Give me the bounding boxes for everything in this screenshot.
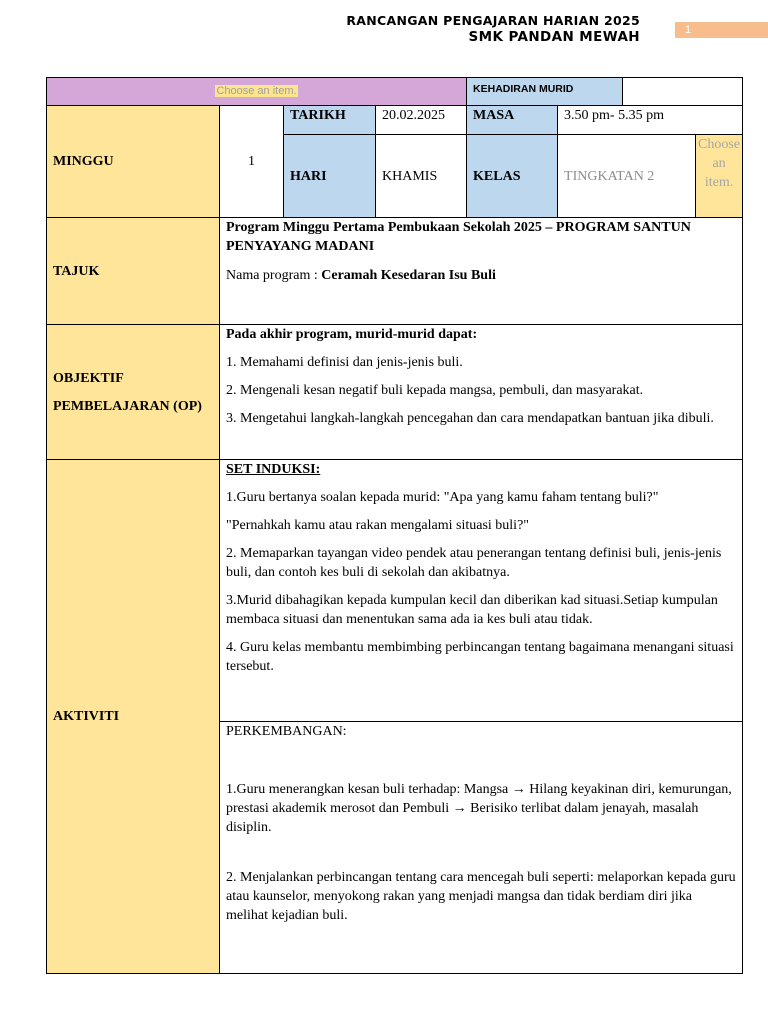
choose-item-dropdown-kelas[interactable]: Choose an item.	[696, 135, 743, 218]
set-induksi-heading: SET INDUKSI:	[226, 462, 321, 477]
top-row	[47, 78, 743, 106]
program-line	[226, 266, 736, 285]
aktiviti-label: AKTIVITI	[47, 460, 220, 974]
tajuk-row	[47, 218, 743, 325]
objektif-row	[47, 325, 743, 460]
set-induksi-item: 1.Guru bertanya soalan kepada murid: "Apa yang kamu faham tentang buli?"	[226, 490, 659, 505]
perkembangan-item: 1.Guru menerangkan kesan buli terhadap: Mangsa → Hilang keyakinan diri, kemurungan, prestasi akademik merosot dan Pembuli → Berisiko terlibat dalam jenayah, masalah disiplin.	[226, 782, 732, 835]
objektif-label-line2: PEMBELAJARAN (OP)	[53, 398, 202, 414]
kehadiran-murid-value[interactable]	[623, 78, 743, 106]
school-name: SMK PANDAN MEWAH	[468, 29, 640, 45]
set-induksi-item: 3.Murid dibahagikan kepada kumpulan kecil dan diberikan kad situasi.Setiap kumpulan membaca situasi dan menentukan sama ada ia kes buli atau tidak.	[226, 593, 718, 627]
kehadiran-murid-label: KEHADIRAN MURID	[467, 78, 623, 106]
program-prefix: Nama program :	[226, 268, 322, 283]
masa-value[interactable]: 3.50 pm- 5.35 pm	[558, 106, 743, 135]
perkembangan-content[interactable]	[220, 722, 743, 974]
objektif-item: 2. Mengenali kesan negatif buli kepada mangsa, pembuli, dan masyarakat.	[226, 383, 644, 398]
masa-label: MASA	[467, 106, 558, 135]
program-name: Ceramah Kesedaran Isu Buli	[321, 268, 496, 283]
objektif-label	[47, 325, 220, 460]
tarikh-row	[47, 106, 743, 135]
set-induksi-item: "Pernahkah kamu atau rakan mengalami situasi buli?"	[226, 518, 530, 533]
set-induksi-content[interactable]	[220, 460, 743, 722]
minggu-label: MINGGU	[47, 106, 220, 218]
tarikh-label: TARIKH	[284, 106, 376, 135]
minggu-value[interactable]: 1	[220, 106, 284, 218]
tajuk-label: TAJUK	[47, 218, 220, 325]
objektif-content[interactable]	[220, 325, 743, 460]
kelas-value[interactable]: TINGKATAN 2	[558, 135, 696, 218]
kelas-label: KELAS	[467, 135, 558, 218]
set-induksi-item: 4. Guru kelas membantu membimbing perbincangan tentang bagaimana menangani situasi tersebut.	[226, 640, 734, 674]
lesson-plan-table	[46, 77, 743, 974]
choose-item-text: Choose an item.	[216, 85, 297, 97]
hari-label: HARI	[284, 135, 376, 218]
set-induksi-item: 2. Memaparkan tayangan video pendek atau penerangan tentang definisi buli, jenis-jenis buli, dan contoh kes buli di sekolah dan akibatnya.	[226, 546, 722, 580]
objektif-item: 3. Mengetahui langkah-langkah pencegahan dan cara mendapatkan bantuan jika dibuli.	[226, 411, 714, 426]
perkembangan-heading: PERKEMBANGAN:	[226, 724, 347, 739]
objektif-item: 1. Memahami definisi dan jenis-jenis buli.	[226, 355, 463, 370]
tajuk-title: Program Minggu Pertama Pembukaan Sekolah 2025 – PROGRAM SANTUN PENYAYANG MADANI	[226, 220, 691, 254]
objektif-label-line1: OBJEKTIF	[53, 370, 124, 386]
perkembangan-item: 2. Menjalankan perbincangan tentang cara mencegah buli seperti: melaporkan kepada guru atau kaunselor, menyokong rakan yang menjadi mangsa dan tidak berdiam diri jika melihat kejadian buli.	[226, 870, 736, 923]
hari-value[interactable]: KHAMIS	[376, 135, 467, 218]
tajuk-content[interactable]	[220, 218, 743, 325]
page-number-field[interactable]: 1	[675, 22, 768, 38]
choose-item-dropdown[interactable]	[47, 78, 467, 106]
tarikh-value[interactable]: 20.02.2025	[376, 106, 467, 135]
document-title: RANCANGAN PENGAJARAN HARIAN 2025	[346, 13, 640, 28]
objektif-intro: Pada akhir program, murid-murid dapat:	[226, 327, 478, 342]
set-induksi-row	[47, 460, 743, 722]
